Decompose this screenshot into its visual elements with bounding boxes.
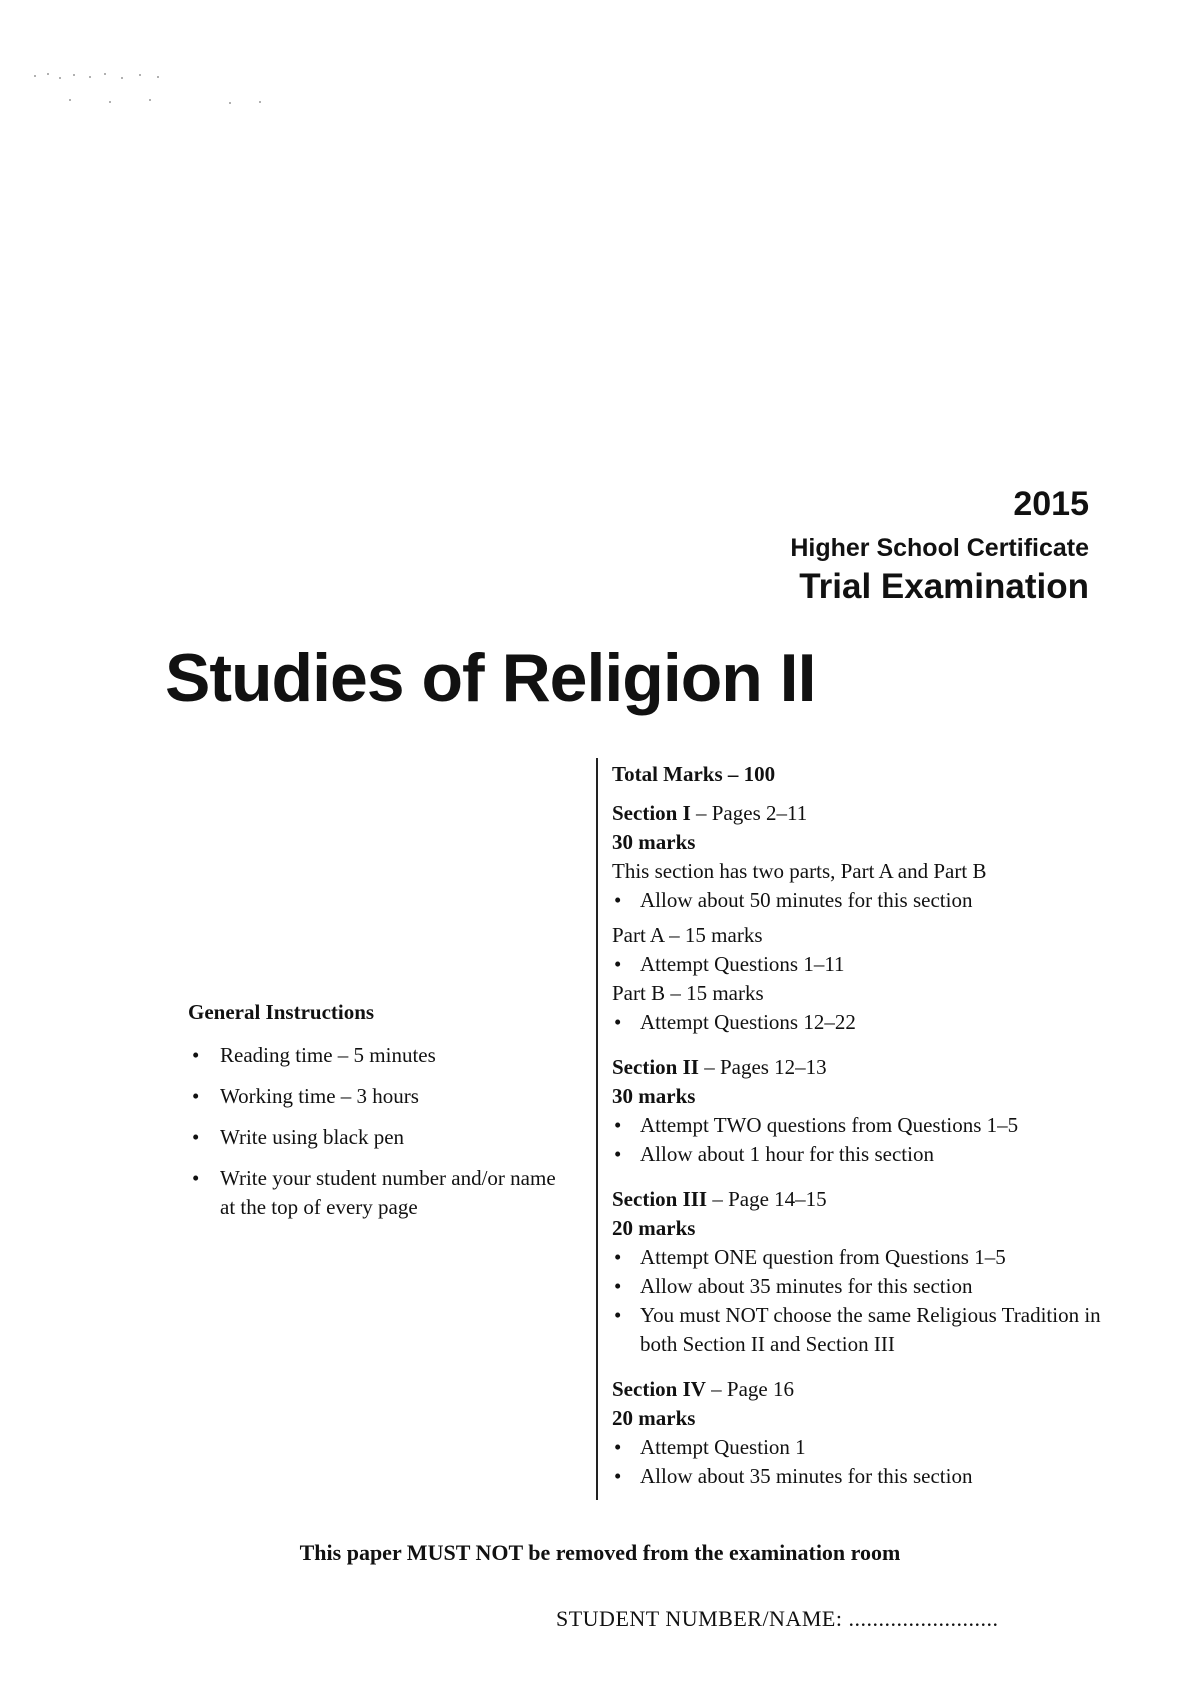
section-pages: – Pages 2–11: [696, 801, 808, 825]
section-heading: [612, 799, 1112, 828]
student-number-field: STUDENT NUMBER/NAME: .........................: [556, 1606, 999, 1631]
subject-title: Studies of Religion II: [165, 640, 816, 716]
section-pages: – Pages 12–13: [704, 1055, 827, 1079]
exam-type: Trial Examination: [799, 567, 1089, 606]
part-b-label: Part B – 15 marks: [612, 981, 764, 1005]
section-pages: – Page 14–15: [712, 1187, 827, 1211]
section-marks: 30 marks: [612, 1084, 696, 1108]
section-2: [612, 1053, 1112, 1169]
instruction-item: • Write your student number and/or name at the top of every page: [188, 1164, 568, 1222]
scan-noise: [30, 70, 280, 110]
certificate-name: Higher School Certificate: [790, 534, 1089, 562]
part-a-label: Part A – 15 marks: [612, 923, 763, 947]
exam-header: [790, 484, 1089, 608]
section-heading: [612, 1375, 1112, 1404]
list-item: • Attempt ONE question from Questions 1–5: [612, 1243, 1112, 1272]
removal-notice: This paper MUST NOT be removed from the examination room: [299, 1540, 901, 1565]
section-name: Section IV: [612, 1377, 706, 1401]
instruction-item: • Write using black pen: [188, 1123, 568, 1152]
section-marks: 20 marks: [612, 1406, 696, 1430]
section-heading: [612, 1053, 1112, 1082]
section-name: Section II: [612, 1055, 699, 1079]
section-4: [612, 1375, 1112, 1491]
instructions-title: General Instructions: [188, 1000, 375, 1024]
section-name: Section III: [612, 1187, 708, 1211]
exam-year: 2015: [1013, 485, 1089, 523]
section-marks: 20 marks: [612, 1216, 696, 1240]
list-item: • Attempt Questions 12–22: [612, 1008, 1112, 1037]
instruction-item: • Working time – 3 hours: [188, 1082, 568, 1111]
list-item: • Allow about 1 hour for this section: [612, 1140, 1112, 1169]
list-item: • Allow about 35 minutes for this section: [612, 1272, 1112, 1301]
section-marks: 30 marks: [612, 830, 696, 854]
total-marks: Total Marks – 100: [612, 762, 776, 786]
list-item: • Allow about 35 minutes for this section: [612, 1462, 1112, 1491]
list-item: • Attempt Questions 1–11: [612, 950, 1112, 979]
list-item: • Allow about 50 minutes for this section: [612, 886, 1112, 915]
list-item: • Attempt TWO questions from Questions 1–5: [612, 1111, 1112, 1140]
column-divider: [596, 758, 598, 1500]
exam-structure: [612, 760, 1112, 1491]
list-item: • You must NOT choose the same Religious Tradition in both Section II and Section III: [612, 1301, 1112, 1359]
section-heading: [612, 1185, 1112, 1214]
instruction-item: • Reading time – 5 minutes: [188, 1041, 568, 1070]
section-3: [612, 1185, 1112, 1359]
section-note: This section has two parts, Part A and Part B: [612, 859, 987, 883]
general-instructions: [188, 998, 568, 1234]
section-pages: – Page 16: [711, 1377, 794, 1401]
section-1: [612, 799, 1112, 1037]
section-name: Section I: [612, 801, 691, 825]
list-item: • Attempt Question 1: [612, 1433, 1112, 1462]
